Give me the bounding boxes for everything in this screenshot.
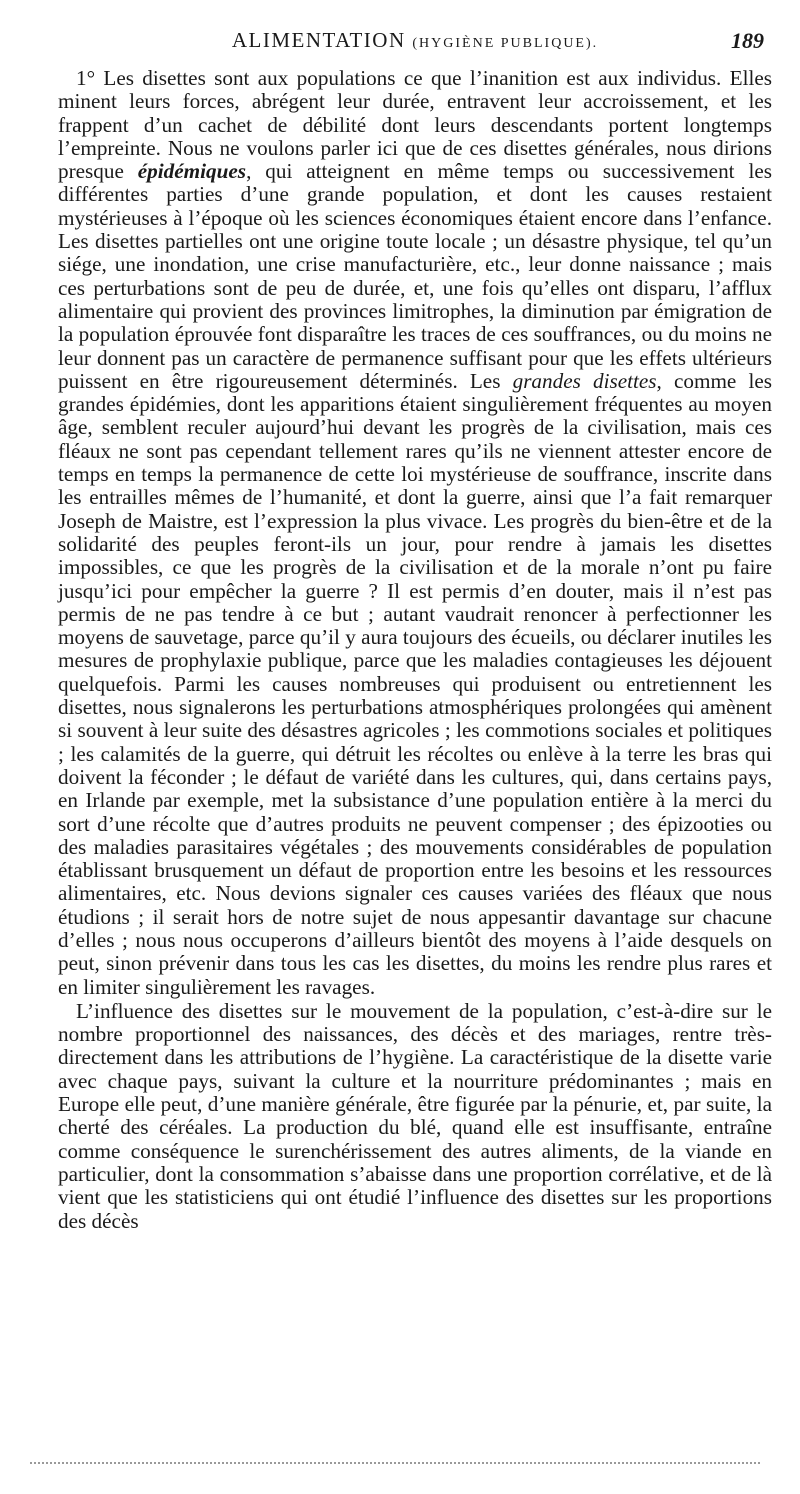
text-span: , comme les grandes épidémies, dont les apparitions étaient singulièrement fréquentes au moyen âge, semblent reculer aujourd’hui devant les progrès de la civilisation, mais ces fléaux ne sont pas cependant tellement rares qu’ils ne viennent attester encore de temps en temps la permanence de cette loi mystérieuse de souffrance, inscrite dans les entrailles mêmes de l’humanité, et dont la guerre, ainsi que l’a fait remarquer Joseph de Maistre, est l’expression la plus vivace. Les progrès du bien-être et de la solidarité des peuples feront-ils un jour, pour rendre à jamais les disettes impossibles, ce que les progrès de la civilisation et de la morale n’ont pu faire jusqu’ici pour empêcher la guerre ? Il est permis d’en douter, mais il n’est pas permis de ne pas tendre à ce but ; autant vaudrait renoncer à perfectionner les moyens de sauvetage, parce qu’il y aura toujours des écueils, ou déclarer inutiles les mesures de prophylaxie publique, parce que les maladies contagieuses les déjouent quelquefois. Parmi les causes nombreuses qui produisent ou entretiennent les disettes, nous signalerons les perturbations atmosphériques prolongées qui amènent si souvent à leur suite des désastres agricoles ; les commotions sociales et politiques ; les calamités de la guerre, qui détruit les récoltes ou enlève à la terre les bras qui doivent la féconder ; le défaut de variété dans les cultures, qui, dans certains pays, en Irlande par exemple, met la subsistance d’une population entière à la merci du sort d’une récolte que d’autres produits ne peuvent compenser ; des épizooties ou des maladies parasitaires végétales ; des mouvements considérables de population établissant brusquement un défaut de proportion entre les besoins et les ressources alimentaires, etc. Nous devions signaler ces causes variées des fléaux que nous étudions ; il serait hors de notre sujet de nous appesantir davantage sur chacune d’elles ; nous nous occuperons d’ailleurs bientôt des moyens à l’aide desquels on peut, sinon prévenir dans tous les cas les disettes, du moins les rendre plus rares et en limiter singulièrement les ravages. xyxy=(58,368,772,999)
paragraph-2 xyxy=(58,1000,772,1233)
page-header xyxy=(58,28,772,58)
emphasis-epidemiques: épidémiques xyxy=(137,159,247,184)
text-span: , qui atteignent en même temps ou successivement les différentes parties d’une grande population, et dont les causes restaient mystérieuses à l’époque où les sciences économiques étaient encore dans l’enfance. Les disettes partielles ont une origine toute locale ; un désastre physique, tel qu’un siége, une inondation, une crise manufacturière, etc., leur donne naissance ; mais ces perturbations sont de peu de durée, et, une fois qu’elles ont disparu, l’afflux alimentaire qui provient des provinces limitrophes, la diminution par émigration de la population éprouvée font disparaître les traces de ces souffrances, ou du moins ne leur donnent pas un caractère de permanence suffisant pour que les effets ultérieurs puissent en être rigoureusement déterminés. Les xyxy=(58,159,772,393)
bottom-dotted-rule xyxy=(30,1462,760,1464)
running-head-subtitle: (HYGIÈNE PUBLIQUE). xyxy=(412,36,599,51)
body-text xyxy=(58,67,772,1233)
page-number: 189 xyxy=(731,28,764,53)
running-head xyxy=(58,28,772,53)
paragraph-1 xyxy=(58,67,772,999)
text-span: L’influence des disettes sur le mouvement de la population, c’est-à-dire sur le nombre proportionnel des naissances, des décès et des mariages, rentre très-directement dans les attributions de l’hygiène. La caractéristique de la disette varie avec chaque pays, suivant la culture et la nourriture prédominantes ; mais en Europe elle peut, d’une manière générale, être figurée par la pénurie, et, par suite, la cherté des céréales. La production du blé, quand elle est insuffisante, entraîne comme conséquence le surenchérissement des autres aliments, de la viande en particulier, dont la consommation s’abaisse dans une proportion corrélative, et de là vient que les statisticiens qui ont étudié l’influence des disettes sur les proportions des décès xyxy=(58,998,772,1233)
text-span: 1° Les disettes sont aux populations ce que l’inanition est aux individus. Elles minent leurs forces, abrégent leur durée, entravent leur accroissement, et les frappent d’un cachet de débilité dont leurs descendants portent longtemps l’empreinte. Nous ne voulons parler ici que de ces disettes générales, nous dirions presque xyxy=(58,66,772,184)
running-head-title: ALIMENTATION xyxy=(231,28,406,52)
emphasis-grandes-disettes: grandes disettes xyxy=(512,368,657,393)
